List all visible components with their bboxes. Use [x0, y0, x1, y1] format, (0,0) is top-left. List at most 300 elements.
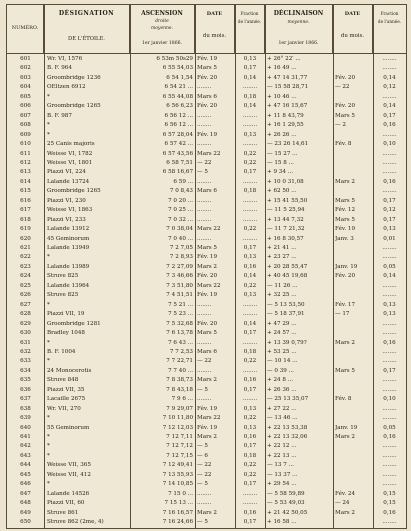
cell-fraction: ........ — [242, 84, 258, 91]
cell-fraction2: 0,01 — [383, 235, 396, 242]
cell-ascension: 7 12 7,12 — [166, 443, 193, 450]
table-row — [7, 320, 406, 329]
table-row — [7, 187, 406, 196]
cell-date: ........ — [197, 84, 212, 91]
cell-date2: Mars 5 — [335, 216, 355, 223]
cell-fraction: ........ — [242, 490, 258, 497]
header-designation-sub: DE L'ÉTOILE. — [68, 36, 105, 42]
cell-ascension: 6 57 28,04 — [162, 131, 193, 138]
cell-ascension: 7 16 16,57 — [162, 509, 193, 516]
cell-ascension: 7 9 6 ... — [171, 396, 193, 403]
cell-fraction: ........ — [242, 235, 258, 242]
cell-designation: Lalande 14526 — [47, 490, 90, 497]
cell-fraction: ........ — [242, 122, 258, 129]
cell-designation: * — [47, 339, 50, 346]
cell-date: ........ — [197, 141, 212, 148]
cell-numero: 608 — [20, 122, 31, 129]
table-row — [7, 197, 406, 206]
cell-designation: Groombridge 1265 — [47, 103, 101, 110]
cell-fraction: 0,14 — [243, 273, 257, 280]
cell-date: ........ — [197, 178, 212, 185]
table-row — [7, 216, 406, 225]
cell-fraction: 0,17 — [243, 481, 257, 488]
header-declinaison — [265, 5, 333, 53]
cell-declinaison: + 16 49 ... — [267, 65, 297, 72]
cell-ascension: 7 14 10,85 — [162, 481, 193, 488]
cell-date2: Mars 2 — [335, 339, 355, 346]
cell-date2: Fév. 8 — [335, 396, 352, 403]
cell-ascension: 7 0 32 ... — [168, 216, 193, 223]
header-declinaison-epoch: 1er janvier 1866. — [278, 41, 319, 46]
cell-declinaison: — 13 37 ... — [267, 471, 298, 478]
header-ascension — [130, 5, 195, 53]
cell-fraction2: 0,16 — [383, 434, 396, 440]
cell-designation: 55 Geminorum — [47, 424, 90, 431]
cell-date: Fév. 19 — [197, 56, 218, 62]
table-row — [7, 367, 406, 376]
cell-declinaison: + 13 44 7,32 — [267, 216, 304, 223]
cell-designation: 25 Canis majoris — [47, 141, 95, 148]
cell-ascension: 6 56 12 ... — [164, 122, 193, 129]
cell-designation: B. F. 1004 — [47, 348, 76, 355]
cell-numero: 617 — [20, 207, 31, 214]
cell-numero: 610 — [20, 141, 31, 148]
table-row — [7, 140, 406, 149]
cell-fraction: 0,13 — [243, 254, 257, 261]
cell-fraction2: ........ — [382, 150, 397, 157]
cell-fraction: ........ — [242, 216, 258, 223]
cell-ascension: 7 6 13,78 — [166, 330, 193, 337]
cell-fraction: ........ — [242, 207, 258, 214]
cell-declinaison: — 5 13 53,50 — [267, 301, 305, 308]
cell-ascension: 7 12 49,41 — [162, 462, 193, 469]
table-row — [7, 235, 406, 244]
cell-ascension: 6 54 1,54 — [166, 74, 193, 81]
cell-fraction2: 0,13 — [383, 301, 396, 308]
cell-declinaison: + 24 8 ... — [267, 377, 294, 384]
cell-date2: Fév. 8 — [335, 141, 352, 148]
cell-numero: 640 — [20, 424, 31, 431]
cell-fraction2: 0,10 — [383, 396, 396, 403]
cell-fraction2: ........ — [382, 282, 397, 289]
cell-numero: 601 — [20, 56, 31, 62]
table-row — [7, 442, 406, 451]
cell-ascension: 7 5 32,68 — [166, 320, 193, 327]
cell-designation: * — [47, 452, 50, 459]
cell-fraction: 0,22 — [243, 282, 257, 289]
cell-date: Mars 22 — [197, 150, 221, 157]
cell-declinaison: — 15 58 28,71 — [267, 84, 309, 91]
header-date-label: DATE — [206, 11, 223, 17]
table-row — [7, 291, 406, 300]
cell-ascension: 7 8 43,18 — [166, 386, 193, 393]
table-row — [7, 225, 406, 234]
cell-designation: Struve 861 — [47, 509, 79, 516]
cell-date: ........ — [197, 396, 212, 403]
cell-fraction: 0,22 — [243, 471, 257, 478]
cell-ascension: 7 2 27,09 — [166, 263, 193, 270]
cell-fraction: 0,16 — [243, 434, 257, 440]
cell-numero: 625 — [20, 282, 31, 289]
cell-designation: OEltzen 6912 — [47, 84, 86, 91]
table-row — [7, 112, 406, 121]
cell-fraction2: ........ — [382, 56, 397, 62]
header-ascension-sub2: moyenne. — [150, 26, 174, 31]
cell-designation: B. F. 964 — [47, 65, 72, 72]
cell-numero: 650 — [20, 519, 31, 526]
cell-fraction2: 0,12 — [383, 207, 396, 214]
cell-ascension: 7 7 22,71 — [166, 358, 193, 365]
cell-designation: Lacaille 2675 — [47, 396, 86, 403]
cell-fraction: ........ — [242, 500, 258, 507]
cell-ascension: 7 2 8,93 — [169, 254, 193, 261]
cell-declinaison: + 16 1 29,55 — [267, 122, 304, 129]
table-row — [7, 150, 406, 159]
table-row — [7, 339, 406, 348]
cell-fraction2: 0,12 — [383, 84, 396, 91]
cell-numero: 630 — [20, 330, 31, 337]
cell-date2: Fév. 19 — [335, 226, 356, 233]
cell-declinaison: + 22 13 ... — [267, 452, 297, 459]
cell-date2: — 24 — [335, 500, 350, 507]
cell-ascension: 7 7 2,53 — [169, 348, 193, 355]
cell-ascension: 7 5 23 ... — [168, 311, 193, 318]
cell-fraction: 0,17 — [243, 386, 257, 393]
cell-designation: Lalande 13912 — [47, 226, 90, 233]
cell-declinaison: + 23 27 ... — [267, 254, 297, 261]
cell-date: ........ — [197, 490, 212, 497]
table-row — [7, 206, 406, 215]
cell-declinaison: + 32 25 ... — [267, 292, 297, 299]
table-row — [7, 461, 406, 470]
cell-ascension: 6 56 6,23 — [166, 103, 193, 110]
cell-date2: Fév. 20 — [335, 74, 356, 81]
cell-fraction: 0,17 — [243, 65, 257, 72]
cell-date: Fév. 19 — [197, 131, 218, 138]
cell-declinaison: + 26 36 ... — [267, 386, 297, 393]
cell-designation: Bradley 1048 — [47, 330, 85, 337]
cell-fraction: ........ — [242, 112, 258, 119]
table-row — [7, 414, 406, 423]
cell-date2: Janv. 3 — [335, 235, 354, 242]
cell-date: Mars 22 — [197, 282, 221, 289]
cell-date: Mars 5 — [197, 330, 217, 337]
cell-fraction2: 0,17 — [383, 197, 396, 204]
cell-date2: Mars 2 — [335, 434, 355, 440]
table-row — [7, 329, 406, 338]
cell-fraction2: ........ — [382, 292, 397, 299]
cell-ascension: 7 15 13 ... — [164, 500, 193, 507]
cell-date: Mars 6 — [197, 348, 217, 355]
cell-numero: 628 — [20, 311, 31, 318]
cell-declinaison: + 22 13 53,38 — [267, 424, 308, 431]
cell-numero: 636 — [20, 386, 31, 393]
cell-fraction2: ........ — [382, 452, 397, 459]
cell-fraction2: ........ — [382, 519, 397, 526]
cell-date2: — 17 — [335, 311, 350, 318]
header-ascension-sub1: droite — [155, 19, 169, 24]
cell-date: Fév. 19 — [197, 292, 218, 299]
cell-numero: 606 — [20, 103, 31, 110]
cell-fraction: 0,17 — [243, 519, 257, 526]
cell-ascension: 7 0 8,43 — [169, 188, 193, 195]
cell-fraction: 0,22 — [243, 358, 257, 365]
header-fraction — [235, 5, 265, 53]
header-fraction2-label: Fraction — [380, 11, 399, 16]
cell-date: ........ — [197, 235, 212, 242]
cell-date: ........ — [197, 367, 212, 374]
cell-declinaison: + 10 0 31,08 — [267, 178, 304, 185]
cell-designation: Lalande 13989 — [47, 263, 90, 270]
cell-ascension: 6 56 12 ... — [164, 112, 193, 119]
table-row — [7, 518, 406, 527]
cell-declinaison: + 16 58 ... — [267, 519, 297, 526]
cell-numero: 626 — [20, 292, 31, 299]
cell-ascension: 6 55 44,08 — [162, 93, 193, 100]
cell-numero: 647 — [20, 490, 31, 497]
cell-designation: Struve 862 (2me, 4) — [47, 519, 104, 526]
cell-designation: Weisse VI, 1863 — [47, 207, 93, 214]
table-row — [7, 452, 406, 461]
cell-numero: 609 — [20, 131, 31, 138]
cell-date2: Fév. 24 — [335, 490, 356, 497]
cell-numero: 643 — [20, 452, 31, 459]
cell-declinaison: + 62 50 ... — [267, 188, 297, 195]
cell-numero: 648 — [20, 500, 31, 507]
cell-fraction: ........ — [242, 141, 258, 148]
header-declinaison-sub: moyenne. — [287, 20, 310, 25]
cell-fraction2: ........ — [382, 320, 397, 327]
cell-fraction2: ........ — [382, 443, 397, 450]
cell-fraction2: 0,05 — [383, 424, 396, 431]
cell-designation: Groombridge 1236 — [47, 74, 101, 81]
cell-date: Fév. 19 — [197, 424, 218, 431]
cell-date2: Mars 5 — [335, 112, 355, 119]
cell-fraction: 0,22 — [243, 150, 257, 157]
cell-declinaison: — 23 26 14,61 — [267, 141, 309, 148]
cell-declinaison: — 15 27 ... — [267, 150, 298, 157]
cell-declinaison: — 5 58 59,89 — [267, 490, 305, 497]
cell-date: — 22 — [197, 358, 212, 365]
cell-fraction2: 0,15 — [383, 500, 396, 507]
table-row — [7, 310, 406, 319]
cell-designation: Piazzi VI, 230 — [47, 197, 86, 204]
table-row — [7, 168, 406, 177]
cell-numero: 644 — [20, 462, 31, 469]
table-row — [7, 386, 406, 395]
table-row — [7, 433, 406, 442]
header-date2-sub: du mois. — [340, 33, 365, 39]
header-designation-label: DÉSIGNATION — [58, 10, 115, 17]
cell-fraction: 0,22 — [243, 226, 257, 233]
cell-fraction: ........ — [242, 178, 258, 185]
cell-fraction2: 0,16 — [383, 178, 396, 185]
cell-numero: 605 — [20, 93, 31, 100]
cell-fraction2: ........ — [382, 254, 397, 261]
cell-ascension: 7 12 7,11 — [166, 434, 193, 440]
cell-declinaison: + 20 28 55,47 — [267, 263, 308, 270]
cell-designation: * — [47, 301, 50, 308]
cell-fraction: 0,16 — [243, 377, 257, 384]
cell-fraction: ........ — [242, 197, 258, 204]
cell-date2: Mars 2 — [335, 509, 355, 516]
cell-date2: — 2 — [335, 122, 346, 129]
cell-designation: Weisse VI, 1782 — [47, 150, 93, 157]
cell-numero: 607 — [20, 112, 31, 119]
cell-numero: 622 — [20, 254, 31, 261]
cell-ascension: 7 8 38,73 — [166, 377, 193, 384]
cell-date: — 22 — [197, 159, 212, 166]
cell-date2: Janv. 19 — [335, 424, 358, 431]
cell-numero: 646 — [20, 481, 31, 488]
cell-ascension: 7 0 25 ... — [168, 207, 193, 214]
cell-designation: * — [47, 122, 50, 129]
cell-designation: * — [47, 434, 50, 440]
cell-fraction: 0,18 — [243, 348, 257, 355]
cell-numero: 638 — [20, 405, 31, 412]
cell-fraction2: ........ — [382, 386, 397, 393]
cell-declinaison: + 24 57 ... — [267, 330, 297, 337]
header-fraction2 — [373, 5, 406, 53]
cell-declinaison: — 13 7 ... — [267, 462, 294, 469]
cell-fraction2: 0,13 — [383, 311, 396, 318]
cell-declinaison: + 47 29 ... — [267, 320, 297, 327]
cell-numero: 611 — [20, 150, 31, 157]
table-row — [7, 121, 406, 130]
cell-fraction2: ........ — [382, 169, 397, 176]
cell-fraction2: ........ — [382, 377, 397, 384]
cell-date: Fév. 20 — [197, 273, 218, 280]
cell-date: Mars 22 — [197, 226, 221, 233]
cell-numero: 621 — [20, 245, 31, 251]
cell-designation: Piazzi VI, 224 — [47, 169, 86, 176]
cell-fraction2: 0,16 — [383, 339, 396, 346]
cell-declinaison: + 22 12 ... — [267, 443, 297, 450]
cell-designation: Wr. VI, 1576 — [47, 56, 83, 62]
cell-date: Fév. 20 — [197, 320, 218, 327]
cell-fraction: ........ — [242, 311, 258, 318]
cell-date2: Fév. 20 — [335, 273, 356, 280]
cell-numero: 614 — [20, 178, 31, 185]
cell-date: ........ — [197, 311, 212, 318]
cell-declinaison: — 5 53 49,03 — [267, 500, 305, 507]
cell-numero: 642 — [20, 443, 31, 450]
cell-fraction2: 0,05 — [383, 263, 396, 270]
cell-numero: 632 — [20, 348, 31, 355]
cell-ascension: 6 57 42 ... — [164, 141, 193, 148]
cell-date2: Fév. 17 — [335, 301, 356, 308]
cell-fraction: 0,13 — [243, 405, 257, 412]
cell-fraction2: ........ — [382, 131, 397, 138]
cell-declinaison: — 0 39 ... — [267, 367, 294, 374]
cell-designation: Struve 825 — [47, 273, 79, 280]
cell-date: Fév. 20 — [197, 74, 218, 81]
cell-date: — 5 — [197, 386, 208, 393]
table-row — [7, 405, 406, 414]
cell-fraction2: 0,17 — [383, 216, 396, 223]
cell-fraction2: ........ — [382, 415, 397, 422]
cell-fraction2: ........ — [382, 65, 397, 72]
cell-fraction: 0,17 — [243, 330, 257, 337]
cell-date: Mars 2 — [197, 263, 217, 270]
header-date2 — [333, 5, 373, 53]
cell-fraction: 0,22 — [243, 415, 257, 422]
cell-numero: 615 — [20, 188, 31, 195]
cell-declinaison: — 13 46 ... — [267, 415, 298, 422]
cell-fraction: 0,16 — [243, 509, 257, 516]
cell-fraction2: 0,10 — [383, 141, 396, 148]
table-header — [7, 5, 406, 54]
cell-date2: Janv. 19 — [335, 263, 358, 270]
cell-declinaison: + 26° 22′ ... — [267, 56, 301, 62]
cell-designation: Weisse VII, 365 — [47, 462, 91, 469]
cell-ascension: 7 7 40 ... — [168, 367, 193, 374]
cell-fraction2: 0,16 — [383, 509, 396, 516]
cell-ascension: 7 6 43 ... — [168, 339, 193, 346]
cell-declinaison: + 47 16 15,67 — [267, 103, 308, 110]
cell-ascension: 7 15 0 ... — [168, 490, 193, 497]
table-row — [7, 93, 406, 102]
table-row — [7, 301, 406, 310]
header-numero-label: NUMÉRO. — [11, 25, 39, 31]
cell-numero: 620 — [20, 235, 31, 242]
catalog-page — [6, 4, 407, 529]
table-row — [7, 159, 406, 168]
cell-date: ........ — [197, 339, 212, 346]
cell-designation: Piazzi VII, 19 — [47, 311, 85, 318]
cell-fraction: 0,18 — [243, 93, 257, 100]
cell-numero: 637 — [20, 396, 31, 403]
cell-fraction2: 0,14 — [383, 103, 396, 110]
cell-designation: Piazzi VI, 233 — [47, 216, 86, 223]
cell-fraction2: ........ — [382, 462, 397, 469]
cell-designation: * — [47, 358, 50, 365]
cell-date2: Mars 5 — [335, 197, 355, 204]
cell-ascension: 7 3 51,80 — [166, 282, 193, 289]
table-row — [7, 424, 406, 433]
cell-date: ........ — [197, 122, 212, 129]
cell-date: ........ — [197, 216, 212, 223]
cell-fraction: 0,18 — [243, 452, 257, 459]
table-row — [7, 499, 406, 508]
cell-fraction2: 0,15 — [383, 490, 396, 497]
cell-designation: * — [47, 254, 50, 261]
cell-date: Mars 6 — [197, 188, 217, 195]
table-row — [7, 253, 406, 262]
cell-fraction2: ........ — [382, 245, 397, 251]
cell-fraction: 0,14 — [243, 74, 257, 81]
table-row — [7, 272, 406, 281]
cell-date: ........ — [197, 301, 212, 308]
cell-date2: Mars 5 — [335, 367, 355, 374]
cell-date: Mars 5 — [197, 245, 217, 251]
header-fraction-label: Fraction — [240, 11, 259, 16]
cell-numero: 641 — [20, 434, 31, 440]
cell-ascension: 7 0 38,04 — [166, 226, 193, 233]
cell-numero: 645 — [20, 471, 31, 478]
cell-ascension: 7 13 55,93 — [162, 471, 193, 478]
cell-numero: 618 — [20, 216, 31, 223]
cell-date: — 5 — [197, 443, 208, 450]
cell-designation: 24 Monocerotis — [47, 367, 92, 374]
header-designation — [44, 5, 130, 53]
cell-fraction: 0,13 — [243, 424, 257, 431]
header-date2-label: DATE — [344, 11, 361, 17]
cell-ascension: 6 53m 50s29 — [156, 56, 193, 62]
cell-ascension: 7 16 24,66 — [162, 519, 193, 526]
table-row — [7, 178, 406, 187]
cell-designation: Struve 825 — [47, 292, 79, 299]
